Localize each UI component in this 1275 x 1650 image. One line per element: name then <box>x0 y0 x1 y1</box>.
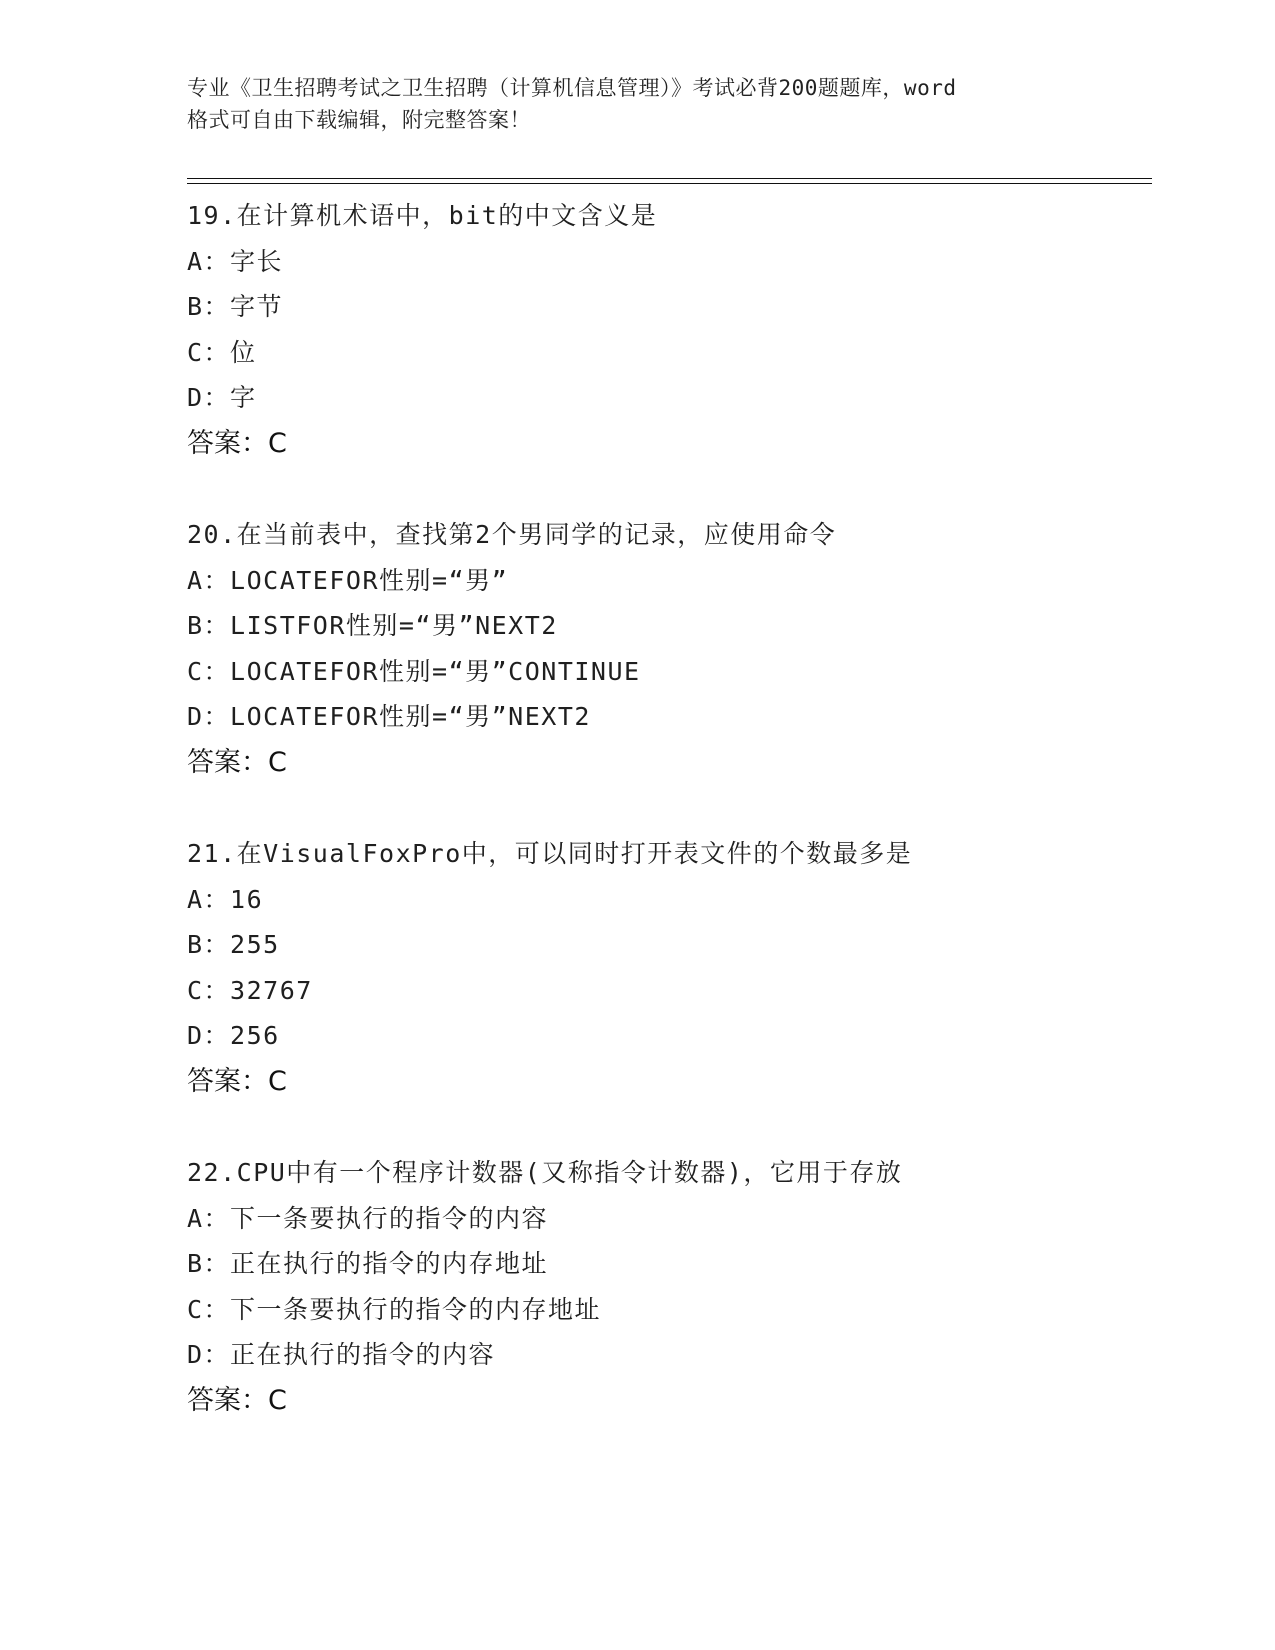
option-c: C：32767 <box>187 975 313 1005</box>
option-a: A：LOCATEFOR性别=“男” <box>187 565 509 595</box>
option-c: C：下一条要执行的指令的内存地址 <box>187 1294 602 1324</box>
option-b: B：正在执行的指令的内存地址 <box>187 1249 549 1278</box>
question-text: 19.在计算机术语中，bit的中文含义是 <box>187 201 658 230</box>
option-d: D：正在执行的指令的内容 <box>187 1340 496 1369</box>
option-b: B：255 <box>187 930 280 959</box>
question-block <box>187 831 1187 1104</box>
header-divider-bottom <box>187 183 1152 184</box>
header-line-2: 格式可自由下载编辑，附完整答案！ <box>187 108 531 132</box>
answer-text: 答案：C <box>187 427 287 459</box>
option-d: D：LOCATEFOR性别=“男”NEXT2 <box>187 702 591 731</box>
option-d: D：256 <box>187 1021 280 1050</box>
question-block <box>187 193 1187 466</box>
document-header <box>187 72 1087 136</box>
question-block <box>187 512 1187 785</box>
option-a: A：字长 <box>187 246 284 276</box>
option-c: C：LOCATEFOR性别=“男”CONTINUE <box>187 656 641 686</box>
answer-text: 答案：C <box>187 1065 287 1097</box>
option-a: A：16 <box>187 884 264 914</box>
answer-text: 答案：C <box>187 1384 287 1416</box>
header-divider-top <box>187 178 1152 179</box>
question-text: 21.在VisualFoxPro中，可以同时打开表文件的个数最多是 <box>187 839 913 868</box>
question-text: 20.在当前表中，查找第2个男同学的记录，应使用命令 <box>187 520 837 549</box>
option-b: B：LISTFOR性别=“男”NEXT2 <box>187 611 558 640</box>
option-c: C：位 <box>187 337 257 367</box>
question-text: 22.CPU中有一个程序计数器(又称指令计数器)，它用于存放 <box>187 1158 903 1187</box>
option-d: D：字 <box>187 383 257 412</box>
header-line-1: 专业《卫生招聘考试之卫生招聘（计算机信息管理）》考试必背200题题库，word <box>187 76 957 100</box>
question-block <box>187 1150 1187 1423</box>
answer-text: 答案：C <box>187 746 287 778</box>
option-b: B：字节 <box>187 292 284 321</box>
option-a: A：下一条要执行的指令的内容 <box>187 1203 549 1233</box>
